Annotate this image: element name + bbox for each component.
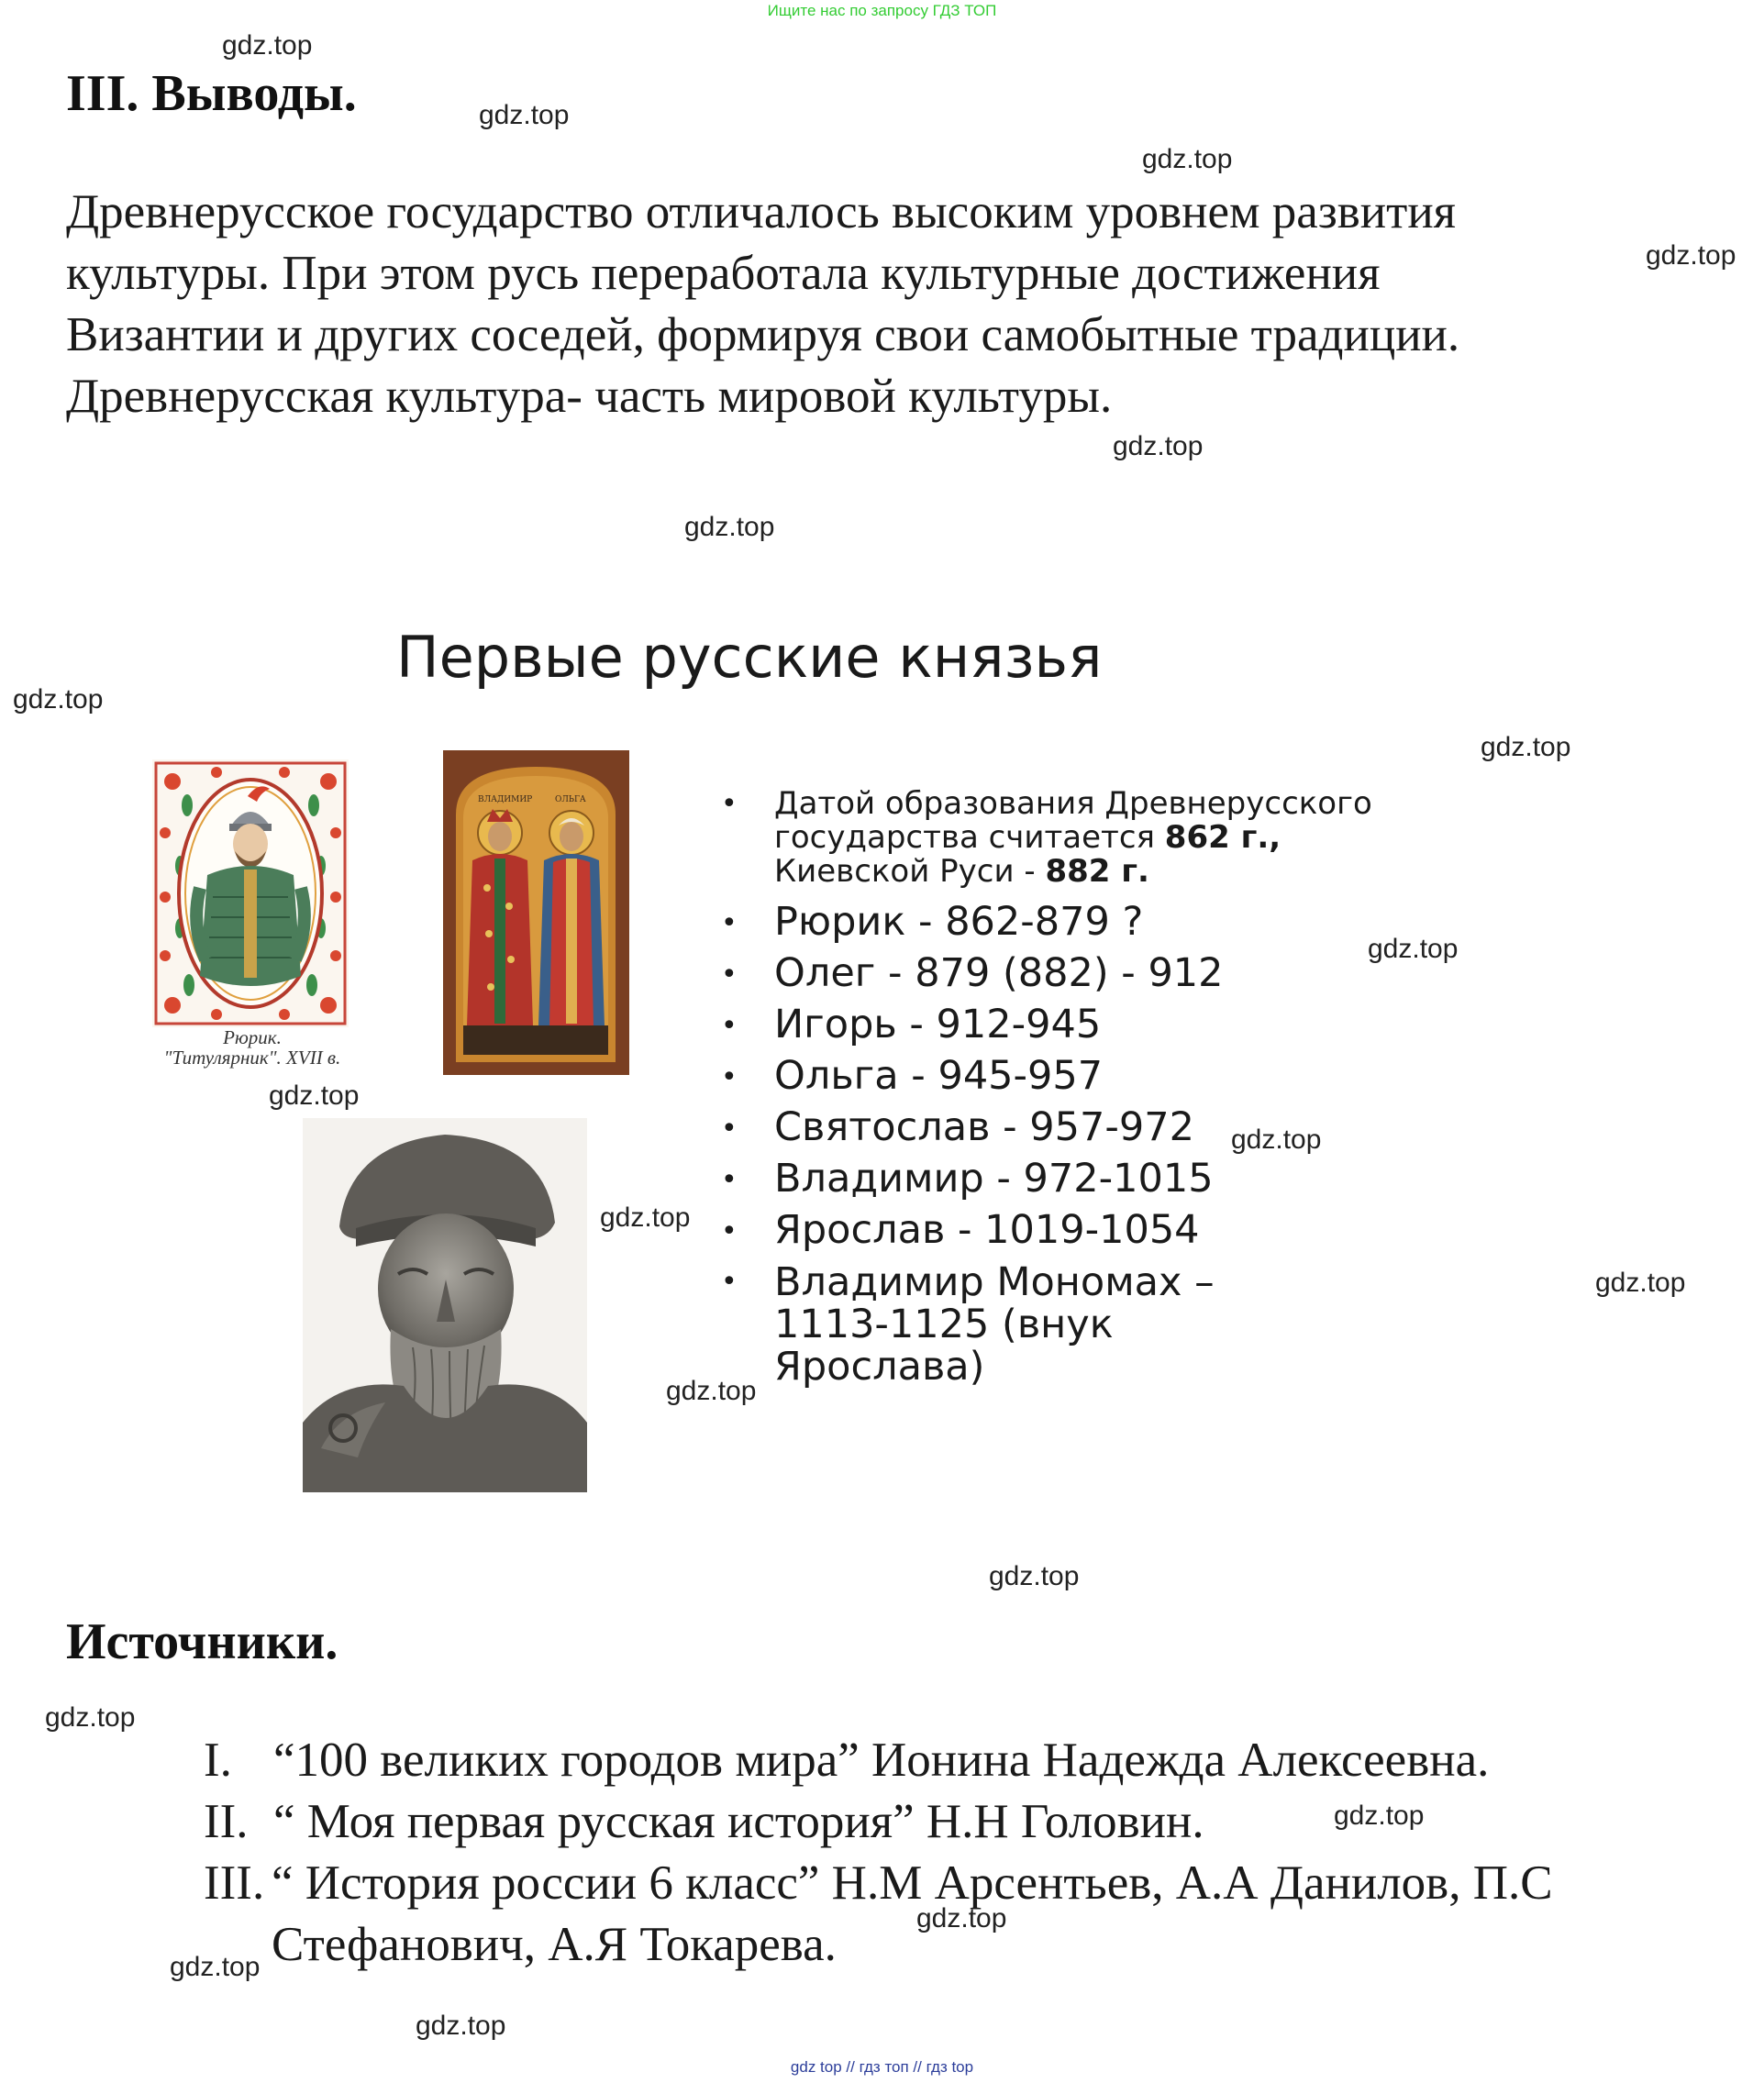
svg-text:ВЛАДИМИР: ВЛАДИМИР (478, 795, 533, 804)
watermark: gdz.top (45, 1702, 136, 1733)
watermark: gdz.top (13, 684, 104, 715)
prince-item: • Рюрик - 862-879 ? (721, 896, 1381, 947)
watermark: gdz.top (600, 1202, 691, 1233)
prince-item: • Ольга - 945-957 (721, 1050, 1381, 1102)
prince-item-monomakh (721, 1261, 1381, 1388)
watermark: gdz.top (1142, 144, 1233, 174)
rurik-portrait-image (152, 759, 349, 1027)
watermark: gdz.top (916, 1903, 1007, 1933)
conclusion-line: культуры. При этом русь переработала культурные достижения (66, 247, 1381, 300)
watermark: gdz.top (1368, 934, 1459, 964)
watermark: gdz.top (269, 1080, 360, 1111)
sources-list (204, 1730, 1726, 1976)
formation-date-882: 882 г. (1045, 853, 1149, 890)
prince-item: • Святослав - 957-972 (721, 1102, 1381, 1153)
top-banner: Ищите нас по запросу ГДЗ ТОП (767, 2, 997, 19)
slide-title: Первые русские князья (396, 624, 1103, 691)
watermark: gdz.top (1113, 431, 1204, 461)
source-number: I. (204, 1734, 232, 1787)
watermark: gdz.top (479, 100, 570, 130)
rurik-caption-line: Рюрик. (223, 1026, 282, 1048)
rurik-caption (147, 1027, 358, 1068)
watermark: gdz.top (989, 1561, 1080, 1591)
prince-line: • Владимир Мономах – (774, 1259, 1215, 1305)
yaroslav-bust-image (303, 1118, 587, 1492)
prince-line: 1113-1125 (внук (774, 1302, 1114, 1347)
watermark: gdz.top (170, 1952, 261, 1982)
saints-icon-image (443, 750, 629, 1075)
watermark: gdz.top (222, 30, 313, 61)
source-text: “ Моя первая русская история” Н.Н Головин. (273, 1795, 1204, 1848)
princes-list (721, 787, 1381, 1388)
source-item (204, 1853, 1726, 1976)
watermark: gdz.top (416, 2011, 506, 2041)
prince-line: Ярослава) (774, 1344, 985, 1390)
conclusion-heading: III. Выводы. (66, 65, 357, 122)
watermark: gdz.top (684, 512, 775, 542)
source-number: II. (204, 1795, 249, 1848)
watermark: gdz.top (1334, 1800, 1425, 1831)
watermark: gdz.top (1646, 240, 1736, 271)
rurik-caption-line: "Титулярник". XVII в. (163, 1047, 341, 1069)
sources-heading: Источники. (66, 1613, 338, 1670)
formation-text: Датой образования Древнерусского государства считается (774, 785, 1372, 856)
watermark: gdz.top (666, 1376, 757, 1406)
source-number: III. (204, 1856, 265, 1910)
prince-item: • Владимир - 972-1015 (721, 1153, 1381, 1204)
watermark: gdz.top (1595, 1268, 1686, 1298)
source-text: “ История россии 6 класс” Н.М Арсентьев, А.А Данилов, П.С Стефанович, А.Я Токарева. (272, 1856, 1553, 1971)
formation-text: Киевской Руси - (774, 853, 1046, 890)
svg-text:ОЛЬГА: ОЛЬГА (555, 795, 586, 804)
footer-links: gdz top // гдз топ // гдз top (790, 2058, 974, 2076)
source-item (204, 1791, 1726, 1853)
conclusion-text (66, 182, 1644, 427)
source-item (204, 1730, 1726, 1791)
conclusion-line: Древнерусское государство отличалось высоким уровнем развития (66, 185, 1457, 238)
conclusion-line: Византии и других соседей, формируя свои самобытные традиции. (66, 308, 1460, 361)
prince-item: • Олег - 879 (882) - 912 (721, 947, 1381, 999)
conclusion-line: Древнерусская культура- часть мировой культуры. (66, 370, 1113, 423)
prince-item: • Игорь - 912-945 (721, 999, 1381, 1050)
formation-date-862: 862 г., (1164, 819, 1281, 856)
prince-item: • Ярослав - 1019-1054 (721, 1204, 1381, 1256)
source-text: “100 великих городов мира” Ионина Надежда Алексеевна. (273, 1734, 1490, 1787)
watermark: gdz.top (1481, 732, 1571, 762)
formation-date-item (721, 787, 1381, 889)
watermark: gdz.top (1231, 1125, 1322, 1155)
